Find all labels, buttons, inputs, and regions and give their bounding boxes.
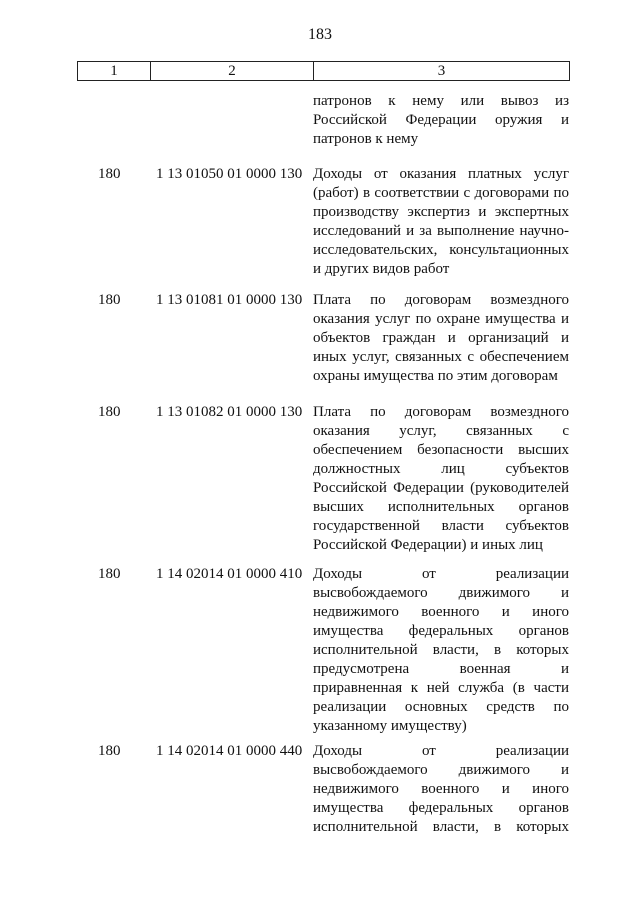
admin-code: 180 [98, 743, 121, 759]
description-line: реализации основных средств по [313, 699, 569, 715]
kbk-code: 1 14 02014 01 0000 440 [156, 743, 303, 759]
description-line: Плата по договорам возмездного [313, 404, 569, 420]
row-description [313, 92, 569, 149]
table-header [77, 61, 570, 81]
row-description [313, 165, 569, 279]
kbk-code: 1 14 02014 01 0000 410 [156, 566, 303, 582]
header-col-3: 3 [437, 63, 446, 79]
description-line: недвижимого военного и иного [313, 781, 569, 797]
description-line: Доходы от реализации [313, 743, 569, 759]
kbk-code: 1 13 01082 01 0000 130 [156, 404, 303, 420]
description-line: Российской Федерации оружия и [313, 112, 569, 128]
description-line: высвобождаемого движимого и [313, 762, 569, 778]
page-number: 183 [308, 26, 332, 43]
row-description [313, 403, 569, 555]
admin-code: 180 [98, 166, 121, 182]
description-line: охраны имущества по этим договорам [313, 368, 558, 384]
kbk-code: 1 13 01081 01 0000 130 [156, 292, 303, 308]
description-line: недвижимого военного и иного [313, 604, 569, 620]
description-line: Доходы от оказания платных услуг [313, 166, 569, 182]
row-description [313, 565, 569, 736]
description-line: (работ) в соответствии с договорами по [313, 185, 569, 201]
description-line: исследований и за выполнение научно- [313, 223, 569, 239]
row-description [313, 742, 569, 837]
description-line: исследовательских, консультационных [313, 242, 569, 258]
description-line: иных услуг, связанных с обеспечением [313, 349, 569, 365]
description-line: имущества федеральных органов [313, 800, 569, 816]
header-col-1: 1 [78, 62, 151, 80]
description-line: предусмотрена военная и [313, 661, 569, 677]
description-line: производству экспертиз и экспертных [313, 204, 569, 220]
description-line: и других видов работ [313, 261, 450, 277]
header-col-2: 2 [151, 62, 314, 80]
description-line: имущества федеральных органов [313, 623, 569, 639]
description-line: патронов к нему или вывоз из [313, 93, 569, 109]
description-line: указанному имуществу) [313, 718, 467, 734]
description-line: государственной власти субъектов [313, 518, 569, 534]
description-line: исполнительной власти, в которых [313, 819, 569, 835]
admin-code: 180 [98, 292, 121, 308]
description-line: исполнительной власти, в которых [313, 642, 569, 658]
description-line: Российской Федерации (руководителей [313, 480, 569, 496]
description-line: высших исполнительных органов [313, 499, 569, 515]
row-description [313, 291, 569, 386]
description-line: приравненная к ней служба (в части [313, 680, 569, 696]
description-line: оказания услуг по охране имущества и [313, 311, 569, 327]
description-line: Доходы от реализации [313, 566, 569, 582]
admin-code: 180 [98, 566, 121, 582]
description-line: оказания услуг, связанных с [313, 423, 569, 439]
description-line: объектов граждан и организаций и [313, 330, 569, 346]
description-line: Российской Федерации) и иных лиц [313, 537, 543, 553]
description-line: должностных лиц субъектов [313, 461, 569, 477]
description-line: высвобождаемого движимого и [313, 585, 569, 601]
description-line: Плата по договорам возмездного [313, 292, 569, 308]
kbk-code: 1 13 01050 01 0000 130 [156, 166, 303, 182]
admin-code: 180 [98, 404, 121, 420]
description-line: обеспечением безопасности высших [313, 442, 569, 458]
description-line: патронов к нему [313, 131, 419, 147]
